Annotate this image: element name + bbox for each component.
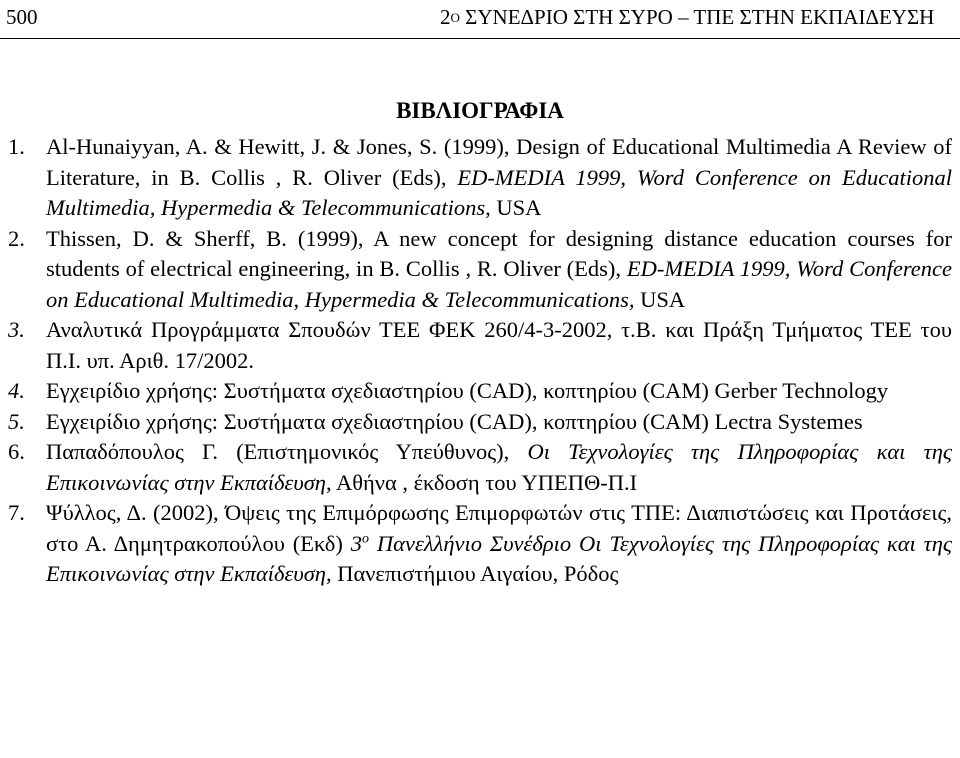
reference-text bbox=[46, 224, 952, 316]
reference-source-sup: ο bbox=[362, 531, 370, 546]
reference-text: Εγχειρίδιο χρήσης: Συστήματα σχεδιαστηρίου (CAD), κοπτηρίου (CAM) Lectra Systemes bbox=[46, 408, 863, 434]
reference-source: ED-MEDIA 1999, Word Conference on Educational Multimedia, Hypermedia & Telecommunications, bbox=[46, 164, 952, 220]
reference-item bbox=[0, 132, 952, 224]
section-title: ΒΙΒΛΙΟΓΡΑΦΙΑ bbox=[396, 98, 564, 123]
reference-place: USA bbox=[490, 195, 542, 220]
reference-source: ED-MEDIA 1999, Word Conference on Educational Multimedia, Hypermedia & Telecommunications, bbox=[46, 256, 952, 312]
title-number: 2 bbox=[440, 5, 451, 29]
reference-source: Οι Τεχνολογίες της Πληροφορίας και της Επικοινωνίας στην Εκπαίδευση bbox=[46, 439, 952, 495]
title-text: ΣΥΝΕΔΡΙΟ ΣΤΗ ΣΥΡΟ – ΤΠΕ ΣΤΗΝ ΕΚΠΑΙΔΕΥΣΗ bbox=[465, 5, 935, 29]
running-title bbox=[440, 0, 934, 34]
reference-item bbox=[0, 437, 952, 498]
page-number: 500 bbox=[6, 5, 38, 29]
reference-number: 1. bbox=[8, 134, 25, 159]
reference-item bbox=[0, 407, 952, 438]
reference-item bbox=[0, 224, 952, 316]
reference-authors: Thissen, D. & Sherff, B. (1999), A new concept for designing distance education courses for students of electrical engineering, in B. Collis , R. Oliver (Eds), bbox=[46, 225, 952, 281]
running-header bbox=[0, 0, 960, 34]
reference-item bbox=[0, 498, 952, 590]
reference-number: 6. bbox=[8, 439, 25, 464]
reference-authors: Al-Hunaiyyan, A. & Hewitt, J. & Jones, S. (1999), Design of Educational Multimedia A Review of Literature, in B. Collis , R. Oliver (Eds), bbox=[46, 134, 952, 190]
reference-number: 7. bbox=[8, 500, 25, 525]
reference-text bbox=[46, 498, 952, 590]
reference-number: 2. bbox=[8, 225, 25, 251]
reference-authors: Παπαδόπουλος Γ. (Επιστημονικός Υπεύθυνος), bbox=[46, 439, 528, 464]
reference-place: , Αθήνα , έκδοση του ΥΠΕΠΘ-Π.Ι bbox=[325, 469, 638, 495]
reference-item bbox=[0, 376, 952, 407]
title-ordinal: Ο bbox=[450, 10, 460, 25]
reference-place: Πανεπιστήμιου Αιγαίου, Ρόδος bbox=[331, 561, 619, 586]
reference-place: USA bbox=[634, 286, 686, 312]
header-rule bbox=[0, 38, 960, 39]
reference-text bbox=[46, 437, 952, 498]
reference-list bbox=[0, 132, 952, 590]
reference-number: 4. bbox=[8, 378, 25, 403]
reference-text: Εγχειρίδιο χρήσης: Συστήματα σχεδιαστηρίου (CAD), κοπτηρίου (CAM) Gerber Technology bbox=[46, 378, 889, 403]
reference-text bbox=[46, 132, 952, 224]
reference-text: Αναλυτικά Προγράμματα Σπουδών ΤΕΕ ΦΕΚ 260/4-3-2002, τ.Β. και Πράξη Τμήματος ΤΕΕ του Π.Ι. υπ. Αριθ. 17/2002. bbox=[46, 317, 952, 373]
reference-item bbox=[0, 315, 952, 376]
reference-source-ordinal: 3 bbox=[350, 530, 363, 556]
reference-source: Πανελλήνιο Συνέδριο Οι Τεχνολογίες της Πληροφορίας και της Επικοινωνίας στην Εκπαίδευση, bbox=[46, 530, 952, 586]
reference-number: 5. bbox=[8, 408, 25, 434]
reference-number: 3. bbox=[8, 317, 25, 342]
reference-authors: Ψύλλος, Δ. (2002), Όψεις της Επιμόρφωσης Επιμορφωτών στις ΤΠΕ: Διαπιστώσεις και Προτάσεις, στο Α. Δημητρακοπούλου (Εκδ) bbox=[46, 500, 952, 556]
